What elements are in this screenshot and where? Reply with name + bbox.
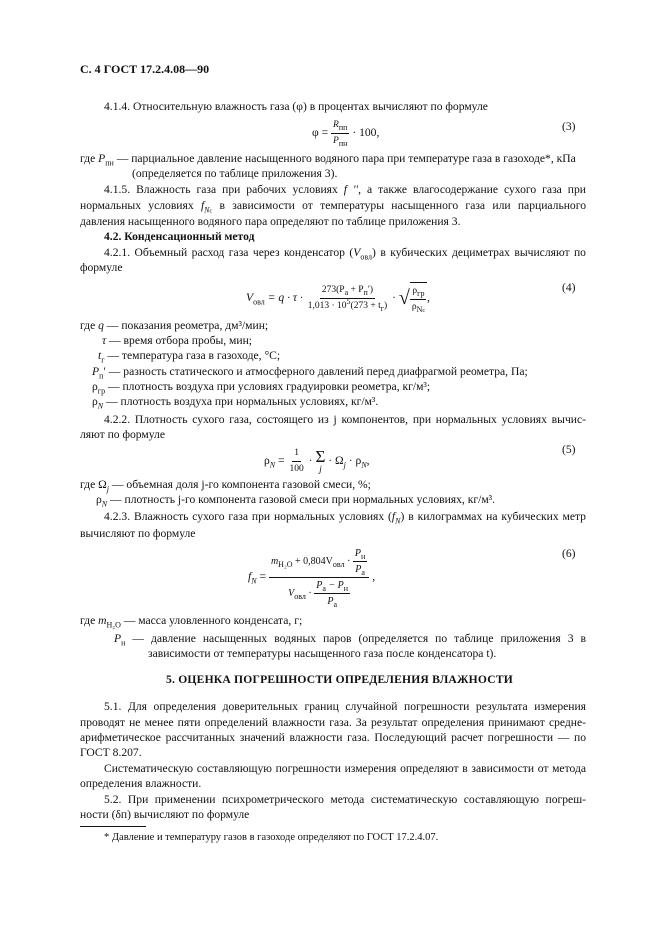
subsection-heading-4-2: 4.2. Конденсационный метод [104, 230, 255, 243]
where-3-line-1: где $P_{пн}$ — парциальное давление насыщенного водяного пара при температуре газа в газоходе*, кПа [80, 152, 576, 168]
formula-4: $V_{овл} = q \cdot \tau$ · $\frac{273(P_a + P_п')}{1,013 \cdot 10^5(273 + t_г)}$ · √ $\frac{\rho_{гр}}{\rho_{Nc}}$ , [246, 282, 430, 315]
paragraph-5-1b-line: Систематическую составляющую погрешности измерения определяют в зависимости от метода [104, 762, 586, 775]
where-4-item: $P_п'$ — разность статического и атмосферного давлений перед диафрагмой реометра, Па; [92, 365, 528, 381]
formula-3-number: (3) [562, 120, 576, 133]
footnote-rule [80, 826, 146, 827]
page-header: С. 4 ГОСТ 17.2.4.08—90 [80, 62, 210, 76]
paragraph-5-2-line: ности (δп) вычисляют по формуле [80, 808, 250, 821]
formula-4-number: (4) [562, 281, 576, 294]
where-4-item: $\rho_N$ — плотность воздуха при нормальных условиях, кг/м³. [92, 395, 379, 411]
paragraph-4-2-2-line-2: ляют по формуле [80, 428, 165, 441]
paragraph-5-1-line: проводят не менее пяти определений влажности газа. За результат определения принимают средне- [80, 716, 586, 729]
where-5-item: где $\Omega_j$ — объемная доля j-го компонента газовой смеси, %; [80, 478, 371, 494]
where-3-line-2: (определяется по таблице приложения 3). [132, 167, 338, 180]
paragraph-5-2-line: 5.2. При применении психрометрического метода систематическую составляющую погреш- [104, 793, 586, 806]
footnote: * Давление и температуру газов в газоходе определяют по ГОСТ 17.2.4.07. [104, 832, 439, 843]
paragraph-4-2-3-line-2: вычисляют по формуле [80, 527, 196, 540]
paragraph-4-1-5-line-3: давления насыщенного водяного пара определяют по таблице приложения 3. [80, 215, 461, 228]
sqrt-sign: √ [398, 287, 410, 309]
where-5-item: $\rho_N$ — плотность j-го компонента газовой смеси при нормальных условиях, кг/м³. [96, 493, 496, 509]
formula-3: φ = $\frac{R_{пп}}{P_{пн}}$ · 100, [312, 120, 380, 148]
formula-6: $f_N$ = $m_{H_2O} + 0,804V_{овл}$ · $\frac{P_н}{P_а}$ $V_{овл}$ · $\frac{P_а - P_н}{P_а}$ , [248, 548, 376, 609]
paragraph-4-2-3-line-1: 4.2.3. Влажность сухого газа при нормальных условиях $(f_N)$ в килограммах на кубических метр [104, 510, 586, 526]
where-6-item: где $m_{H_2O}$ — масса уловленного конденсата, г; [80, 614, 303, 630]
where-4-item: τ — время отбора пробы, мин; [102, 334, 253, 347]
paragraph-4-1-5-line-1: 4.1.5. Влажность газа при рабочих условиях f ′′, а также влагосодержание сухого газа при [104, 183, 586, 196]
paragraph-4-1-5-line-2: нормальных условиях $f_{Nc}$ в зависимости от температуры насыщенного газа или парциального [80, 199, 586, 215]
section-heading-5: 5. ОЦЕНКА ПОГРЕШНОСТИ ОПРЕДЕЛЕНИЯ ВЛАЖНОСТИ [166, 673, 513, 686]
paragraph-4-2-2-line-1: 4.2.2. Плотность сухого газа, состоящего из j компонентов, при нормальных условиях вычис- [104, 413, 586, 426]
paragraph-4-1-4: 4.1.4. Относительную влажность газа (φ) в процентах вычисляют по формуле [104, 100, 488, 113]
where-6-item: $P_н$ — давление насыщенных водяных паров (определяется по таблице приложения 3 в [114, 632, 587, 648]
where-6-item-continuation: зависимости от температуры насыщенного газа после конденсатора t). [148, 647, 497, 660]
paragraph-5-1-line: 5.1. Для определения доверительных границ случайной погрешности результата измерения [104, 700, 586, 713]
paragraph-5-1b-line: определения влажности. [80, 777, 202, 790]
paragraph-4-2-1-line-2: формуле [80, 261, 123, 274]
where-4-item: $\rho_{гр}$ — плотность воздуха при условиях градуировки реометра, кг/м³; [92, 380, 431, 396]
paragraph-4-2-1-line-1: 4.2.1. Объемный расход газа через конденсатор $(V_{овл})$ в кубических дециметрах вычисляют по [104, 246, 586, 262]
sum-sign: Σ [315, 446, 326, 466]
paragraph-5-1-line: ГОСТ 8.207. [80, 746, 142, 759]
formula-6-number: (6) [562, 547, 576, 560]
formula-5: $\rho_N$ = $\frac{1}{100}$ · Σ j · $\Omega_j \cdot \rho_N$, [264, 446, 370, 475]
paragraph-5-1-line: арифметическое рассчитанных значений влажности газа. Последующий расчет погрешности — по [80, 731, 586, 744]
formula-3-lhs: φ = [312, 126, 329, 140]
where-4-item: $t_г$ — температура газа в газоходе, °С; [98, 349, 281, 365]
formula-5-number: (5) [562, 443, 576, 456]
where-4-item: где q — показания реометра, дм³/мин; [80, 319, 269, 332]
